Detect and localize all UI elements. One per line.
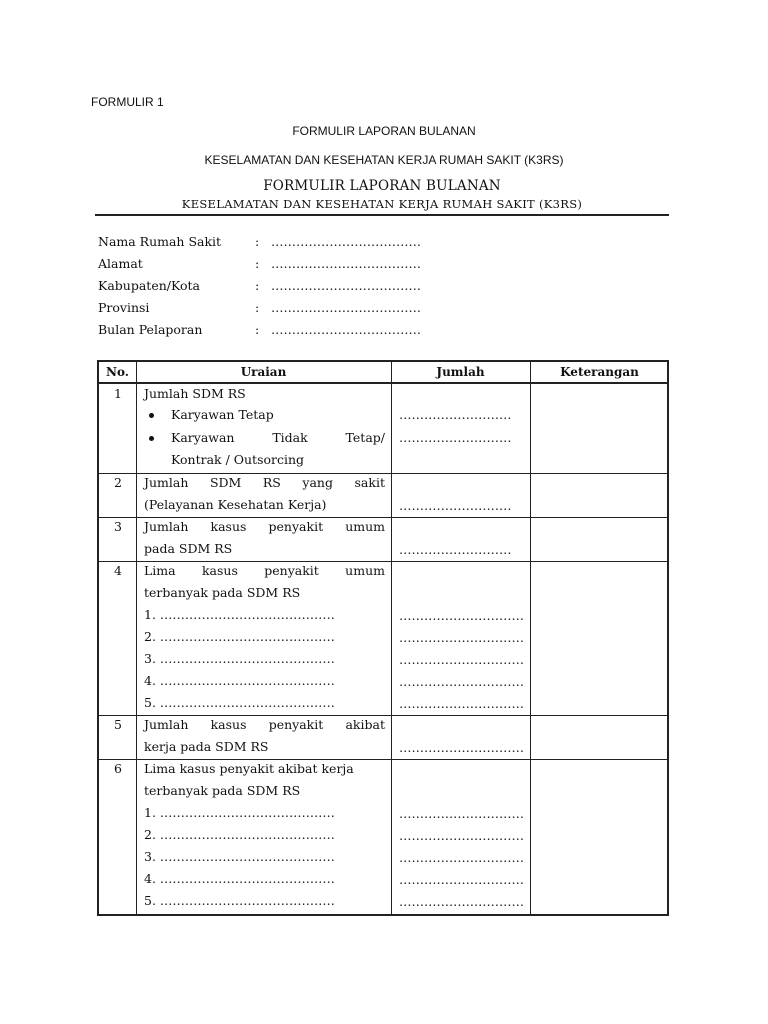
row-bullet-text: Kontrak / Outsorcing	[171, 452, 305, 467]
row-bullet-text: Karyawan Tetap	[171, 407, 274, 422]
bullet-icon	[149, 413, 154, 418]
row-uraian	[144, 717, 385, 732]
jumlah-fill-line[interactable]: …………………………	[399, 850, 524, 865]
identity-colon: :	[255, 321, 260, 337]
row-number: 3	[114, 519, 122, 534]
row-uraian-line2: terbanyak pada SDM RS	[144, 585, 301, 600]
word: umum	[345, 563, 385, 578]
identity-row-provinsi	[98, 296, 518, 318]
word: kasus	[210, 519, 247, 534]
column-header-jumlah: Jumlah	[436, 365, 485, 379]
list-item: 4. ……………………………………	[144, 673, 335, 688]
jumlah-fill-line[interactable]: …………………………	[399, 828, 524, 843]
row-divider	[99, 759, 667, 760]
jumlah-fill-line[interactable]: …………………………	[399, 630, 524, 645]
column-divider	[136, 362, 137, 914]
identity-colon: :	[255, 255, 260, 271]
column-divider	[530, 362, 531, 914]
row-uraian-line2: (Pelayanan Kesehatan Kerja)	[144, 497, 327, 512]
identity-label: Bulan Pelaporan	[98, 321, 203, 337]
bullet-icon	[149, 436, 154, 441]
word: penyakit	[264, 563, 319, 578]
header-rule	[95, 214, 669, 216]
column-header-keterangan: Keterangan	[560, 365, 639, 379]
row-uraian-line2: pada SDM RS	[144, 541, 233, 556]
jumlah-fill-line[interactable]: …………………………	[399, 872, 524, 887]
list-item: 3. ……………………………………	[144, 849, 335, 864]
row-bullet-text	[171, 430, 385, 445]
identity-label: Provinsi	[98, 299, 150, 315]
word: Jumlah	[144, 519, 189, 534]
word: penyakit	[268, 519, 324, 534]
jumlah-fill-line[interactable]: ………………………	[399, 498, 512, 513]
report-table	[97, 360, 669, 916]
row-uraian: Lima kasus penyakit akibat kerja	[144, 761, 354, 776]
identity-fill-line[interactable]: ………………………………	[271, 277, 421, 293]
identity-label: Kabupaten/Kota	[98, 277, 200, 293]
identity-fill-line[interactable]: ………………………………	[271, 299, 421, 315]
identity-row-alamat	[98, 252, 518, 274]
row-divider	[99, 715, 667, 716]
word: yang	[302, 475, 333, 490]
page-title: FORMULIR LAPORAN BULANAN	[292, 124, 476, 138]
word: kasus	[210, 717, 247, 732]
jumlah-fill-line[interactable]: ………………………	[399, 430, 512, 445]
jumlah-fill-line[interactable]: …………………………	[399, 740, 524, 755]
word: Jumlah	[144, 475, 189, 490]
row-number: 6	[114, 761, 122, 776]
word: Lima	[144, 563, 176, 578]
identity-fill-line[interactable]: ………………………………	[271, 255, 421, 271]
jumlah-fill-line[interactable]: ………………………	[399, 407, 512, 422]
word: Karyawan	[171, 430, 235, 445]
page-subtitle: KESELAMATAN DAN KESEHATAN KERJA RUMAH SAKIT (K3RS)	[204, 153, 564, 167]
jumlah-fill-line[interactable]: …………………………	[399, 608, 524, 623]
word: umum	[345, 519, 385, 534]
word: Jumlah	[144, 717, 189, 732]
word: Tetap/	[345, 430, 385, 445]
row-uraian	[144, 563, 385, 578]
formulir-number-label: FORMULIR 1	[91, 95, 164, 109]
identity-fill-line[interactable]: ………………………………	[271, 233, 421, 249]
column-header-no: No.	[106, 365, 129, 379]
identity-row-nama-rs	[98, 230, 518, 252]
jumlah-fill-line[interactable]: …………………………	[399, 806, 524, 821]
identity-row-bulan	[98, 318, 518, 340]
jumlah-fill-line[interactable]: …………………………	[399, 652, 524, 667]
identity-block	[98, 230, 518, 340]
word: sakit	[354, 475, 385, 490]
row-uraian: Jumlah SDM RS	[144, 386, 246, 401]
list-item: 5. ……………………………………	[144, 695, 335, 710]
word: RS	[262, 475, 281, 490]
scanned-subtitle: KESELAMATAN DAN KESEHATAN KERJA RUMAH SAKIT (K3RS)	[181, 197, 583, 211]
table-header	[99, 362, 667, 384]
identity-row-kabupaten	[98, 274, 518, 296]
row-divider	[99, 517, 667, 518]
identity-colon: :	[255, 277, 260, 293]
row-number: 4	[114, 563, 122, 578]
word: kasus	[201, 563, 238, 578]
list-item: 2. ……………………………………	[144, 629, 335, 644]
row-uraian-line2: terbanyak pada SDM RS	[144, 783, 301, 798]
row-divider	[99, 561, 667, 562]
list-item: 1. ……………………………………	[144, 805, 335, 820]
word: SDM	[209, 475, 242, 490]
list-item: 3. ……………………………………	[144, 651, 335, 666]
row-uraian-line2: kerja pada SDM RS	[144, 739, 269, 754]
jumlah-fill-line[interactable]: ………………………	[399, 542, 512, 557]
row-uraian	[144, 519, 385, 534]
jumlah-fill-line[interactable]: …………………………	[399, 894, 524, 909]
list-item: 4. ……………………………………	[144, 871, 335, 886]
list-item: 1. ……………………………………	[144, 607, 335, 622]
identity-label: Nama Rumah Sakit	[98, 233, 222, 249]
word: akibat	[345, 717, 385, 732]
column-divider	[391, 362, 392, 914]
row-divider	[99, 473, 667, 474]
row-number: 2	[114, 475, 122, 490]
row-number: 5	[114, 717, 122, 732]
column-header-uraian: Uraian	[240, 365, 287, 379]
scanned-title: FORMULIR LAPORAN BULANAN	[263, 178, 501, 194]
row-number: 1	[114, 386, 122, 401]
identity-colon: :	[255, 233, 260, 249]
jumlah-fill-line[interactable]: …………………………	[399, 674, 524, 689]
list-item: 5. ……………………………………	[144, 893, 335, 908]
scanned-form-header	[94, 178, 670, 216]
jumlah-fill-line[interactable]: …………………………	[399, 696, 524, 711]
identity-label: Alamat	[98, 255, 143, 271]
word: Tidak	[272, 430, 308, 445]
identity-colon: :	[255, 299, 260, 315]
identity-fill-line[interactable]: ………………………………	[271, 321, 421, 337]
word: penyakit	[268, 717, 324, 732]
list-item: 2. ……………………………………	[144, 827, 335, 842]
row-uraian	[144, 475, 385, 490]
